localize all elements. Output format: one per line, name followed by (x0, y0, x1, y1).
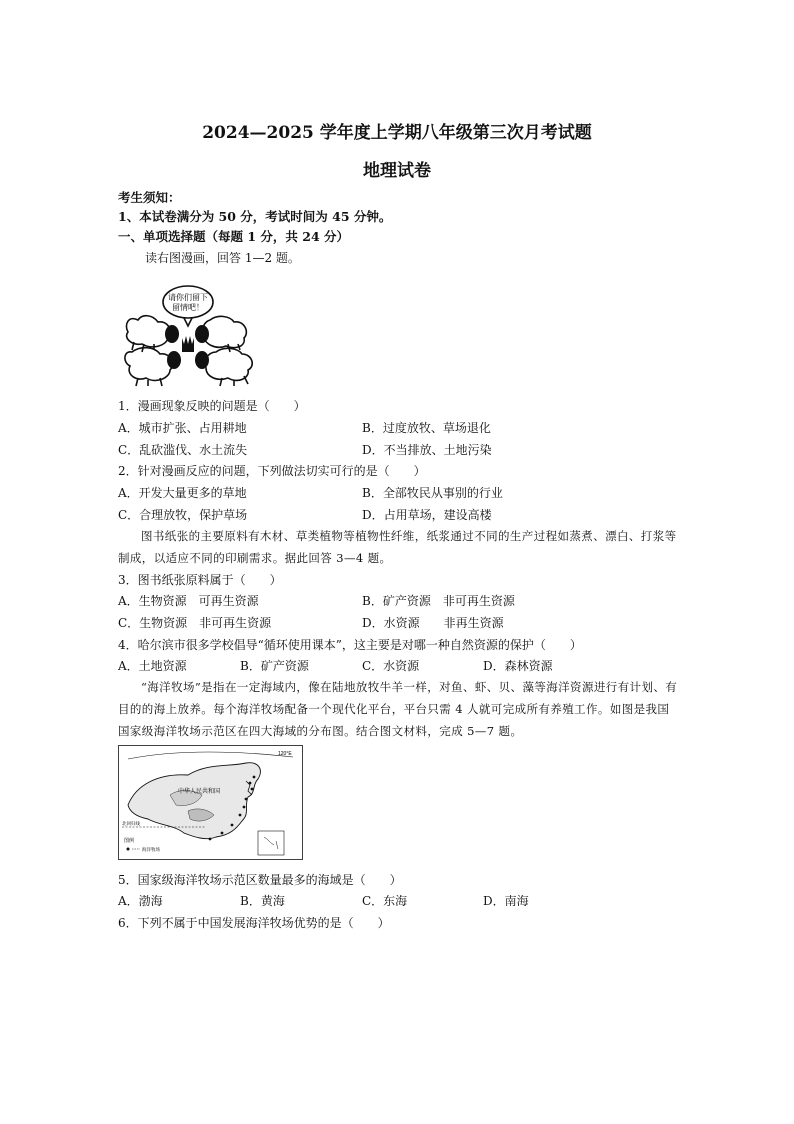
q4-option-a: A．土地资源 (118, 659, 187, 673)
q1-option-a: A．城市扩张、占用耕地 (118, 421, 247, 435)
q2-option-d: D．占用草场，建设高楼 (362, 508, 492, 522)
map-lat-label: 北回归线 (122, 821, 140, 826)
section-heading: 一、单项选择题（每题 1 分，共 24 分） (118, 229, 350, 244)
q3-option-c: C．生物资源 非可再生资源 (118, 616, 272, 630)
cartoon-speech-line-1: 请你们留下 (168, 293, 208, 302)
q4-option-d: D．森林资源 (483, 659, 553, 673)
passage-ocean-ranch (118, 676, 680, 742)
map-lon-label: 120°E (278, 751, 292, 757)
q5-option-d: D．南海 (483, 894, 529, 908)
q3-option-b: B．矿产资源 非可再生资源 (362, 594, 515, 608)
q5-option-a: A．渤海 (118, 894, 163, 908)
q5-stem: 5．国家级海洋牧场示范区数量最多的海域是（ ） (118, 873, 402, 887)
q4-option-c: C．水资源 (362, 659, 420, 673)
cartoon-speech-line-2: 留情吧！ (172, 303, 204, 312)
map-legend-dot-icon (127, 848, 130, 851)
q2-stem: 2．针对漫画反应的问题，下列做法切实可行的是（ ） (118, 464, 426, 478)
q2-option-c: C．合理放牧，保护草场 (118, 508, 248, 522)
passage-paper-text: 图书纸张的主要原料有木材、草类植物等植物性纤维，纸浆通过不同的生产过程如蒸煮、漂白、打浆等制成，以适应不同的印刷需求。据此回答 3—4 题。 (118, 529, 677, 565)
q3-option-a: A．生物资源 可再生资源 (118, 594, 259, 608)
q1-stem: 1．漫画现象反映的问题是（ ） (118, 399, 306, 413)
exam-title: 2024—2025 学年度上学期八年级第三次月考试题 (202, 123, 592, 143)
passage-ocean-ranch-text: “海洋牧场”是指在一定海域内，像在陆地放牧牛羊一样，对鱼、虾、贝、藻等海洋资源进行有计划、有目的的海上放养。每个海洋牧场配备一个现代化平台，平台只需 4 人就可完成所有养殖工作。如图是我国国家级海洋牧场示范区在四大海域的分布图。结合图文材料，完成 5—7 题。 (118, 680, 678, 738)
intro-q1-2: 读右图漫画，回答 1—2 题。 (145, 251, 300, 265)
q1-option-b: B．过度放牧、草场退化 (362, 421, 491, 435)
exam-subtitle: 地理试卷 (363, 161, 431, 181)
map-legend-title: 图例 (124, 838, 135, 844)
q3-stem: 3．图书纸张原料属于（ ） (118, 573, 282, 587)
q2-option-b: B．全部牧民从事别的行业 (362, 486, 503, 500)
q3-option-d: D．水资源 非再生资源 (362, 616, 504, 630)
q6-stem: 6．下列不属于中国发展海洋牧场优势的是（ ） (118, 916, 390, 930)
map-country-label: 中华人民共和国 (178, 789, 221, 795)
q4-stem: 4．哈尔滨市很多学校倡导“循环使用课本”，这主要是对哪一种自然资源的保护（ ） (118, 638, 582, 652)
sheep-cartoon-image (118, 280, 258, 390)
map-legend-item: 海洋牧场 (142, 847, 160, 852)
q4-option-b: B．矿产资源 (240, 659, 309, 673)
q1-option-c: C．乱砍滥伐、水土流失 (118, 443, 248, 457)
q1-option-d: D．不当排放、土地污染 (362, 443, 492, 457)
notice-heading: 考生须知： (118, 190, 181, 205)
notice-item-1: 1、本试卷满分为 50 分，考试时间为 45 分钟。 (118, 209, 392, 224)
china-ocean-ranch-map (118, 745, 303, 860)
q5-option-b: B．黄海 (240, 894, 285, 908)
passage-paper (118, 525, 680, 569)
q5-option-c: C．东海 (362, 894, 408, 908)
q2-option-a: A．开发大量更多的草地 (118, 486, 247, 500)
